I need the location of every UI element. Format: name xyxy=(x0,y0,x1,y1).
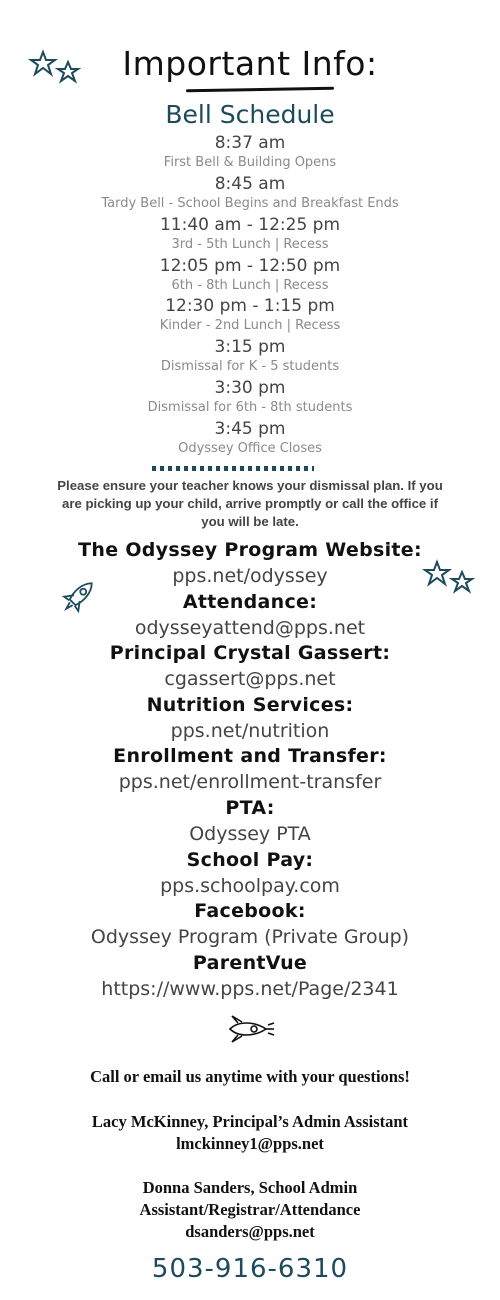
schedule-desc: Kinder - 2nd Lunch | Recess xyxy=(159,318,341,333)
contact-label: Principal Crystal Gassert: xyxy=(109,642,391,664)
schedule-time: 11:40 am - 12:25 pm xyxy=(159,215,341,235)
page-title: Important Info: xyxy=(122,44,378,83)
schedule-time: 12:30 pm - 1:15 pm xyxy=(165,296,335,316)
dismissal-notice: Please ensure your teacher knows your dismissal plan. If you are picking up your child, arrive promptly or call the office if you will be late. xyxy=(57,478,443,529)
schedule-time: 8:37 am xyxy=(214,133,286,153)
contact-value[interactable]: odysseyattend@pps.net xyxy=(134,617,366,639)
contact-value[interactable]: pps.net/nutrition xyxy=(170,720,330,742)
contact-value[interactable]: cgassert@pps.net xyxy=(164,668,336,690)
contact-label: PTA: xyxy=(225,797,275,819)
schedule-desc: Dismissal for K - 5 students xyxy=(160,359,340,374)
staff-line: Assistant/Registrar/Attendance xyxy=(139,1200,361,1219)
schedule-time: 8:45 am xyxy=(214,174,286,194)
contact-value[interactable]: Odyssey PTA xyxy=(189,823,311,845)
staff-line: Lacy McKinney, Principal’s Admin Assistant xyxy=(91,1112,409,1131)
schedule-desc: 3rd - 5th Lunch | Recess xyxy=(171,237,329,252)
contact-value[interactable]: Odyssey Program (Private Group) xyxy=(90,926,410,948)
schedule-desc: Odyssey Office Closes xyxy=(178,441,322,456)
rocket-icon xyxy=(224,1012,276,1046)
contact-label: Facebook: xyxy=(194,900,306,922)
schedule-desc: Dismissal for 6th - 8th students xyxy=(147,400,353,415)
contact-label: Enrollment and Transfer: xyxy=(113,745,387,767)
staff-email[interactable]: dsanders@pps.net xyxy=(185,1222,315,1241)
contact-label: School Pay: xyxy=(186,849,314,871)
schedule-desc: First Bell & Building Opens xyxy=(163,155,337,170)
contact-label: Nutrition Services: xyxy=(146,694,354,716)
contact-value[interactable]: pps.net/enrollment-transfer xyxy=(118,771,382,793)
contact-label: The Odyssey Program Website: xyxy=(78,539,422,561)
staff-line: Donna Sanders, School Admin xyxy=(142,1178,358,1197)
title-underline xyxy=(186,87,334,93)
phone-number[interactable]: 503-916-6310 xyxy=(151,1254,349,1284)
schedule-time: 3:15 pm xyxy=(214,337,286,357)
contact-label: ParentVue xyxy=(192,952,308,974)
call-line: Call or email us anytime with your questions! xyxy=(90,1067,410,1086)
schedule-desc: Tardy Bell - School Begins and Breakfast Ends xyxy=(101,196,399,211)
schedule-time: 3:30 pm xyxy=(214,378,286,398)
contact-value[interactable]: pps.net/odyssey xyxy=(172,565,328,587)
schedule-desc: 6th - 8th Lunch | Recess xyxy=(171,278,329,293)
bell-schedule-heading: Bell Schedule xyxy=(165,100,335,129)
contact-label: Attendance: xyxy=(182,591,318,613)
schedule-time: 12:05 pm - 12:50 pm xyxy=(159,256,341,276)
schedule-time: 3:45 pm xyxy=(214,419,286,439)
contact-value[interactable]: https://www.pps.net/Page/2341 xyxy=(101,978,399,1000)
contact-value[interactable]: pps.schoolpay.com xyxy=(160,875,340,897)
staff-email[interactable]: lmckinney1@pps.net xyxy=(176,1134,324,1153)
dotted-divider xyxy=(152,466,314,471)
